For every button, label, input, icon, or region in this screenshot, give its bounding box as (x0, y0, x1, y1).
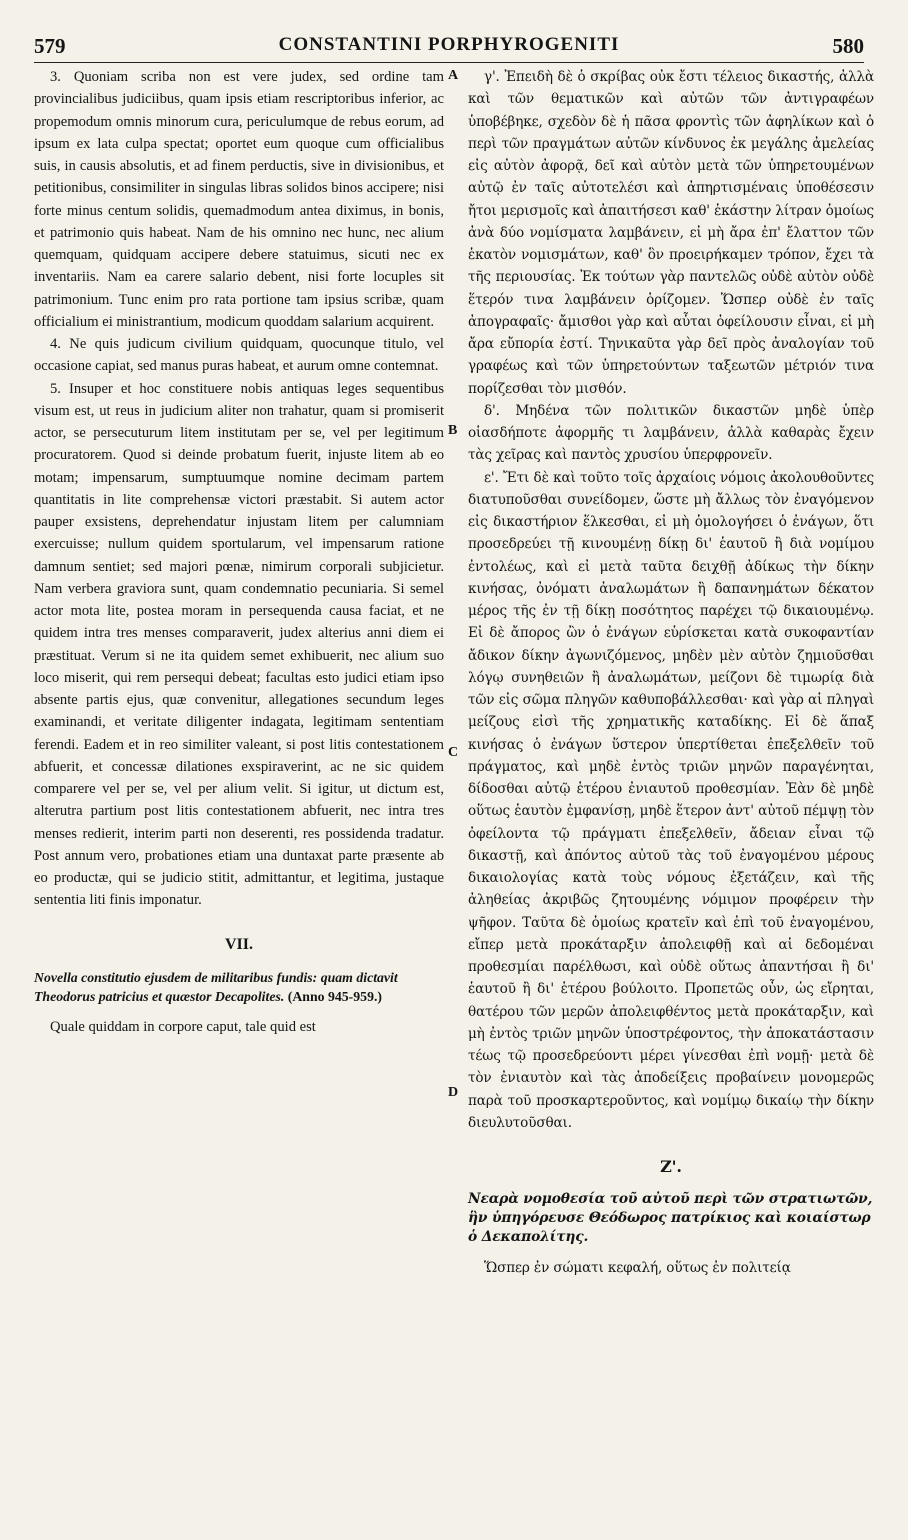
latin-novella-title (34, 968, 444, 1006)
latin-novella-text: Novella constitutio ejusdem de militaribus fundis: quam dictavit Theodorus patricius et quæstor Decapolites. (34, 969, 398, 1004)
greek-paragraph-5: ε'. Ἔτι δὲ καὶ τοῦτο τοῖς ἀρχαίοις νόμοις ἀκολουθοῦντες διατυποῦσθαι συνείδομεν, ὥστε μὴ ἄλλως τὸν ἐναγόμενον εἰς δικαστήριον ἕλκεσθαι, εἰ μὴ ὁμολογήσει ὁ ἐνάγων, ὅτι προσεδρεύει τῇ κινουμένῃ δίκῃ δι' ἑαυτοῦ ἢ διὰ νομίμου ἐντολέως, καὶ εἰ μετὰ ταῦτα δειχθῇ ἀδίκως τὴν δίκην κινήσας, ὀνόματι ἀναλωμάτων ἢ δαπανημάτων δέκατον μέρος τῆς ἐν τῇ δίκῃ ποσότητος παρέχει τῷ δικαιουμένῳ. Εἰ δὲ ἄπορος ὢν ὁ ἐνάγων εὑρίσκεται κατὰ συκοφαντίαν ἄδικον δίκην ἀγωνιζόμενος, μηδὲν μὲν αὐτὸν ζημιοῦσθαι λόγῳ συνηθειῶν ἢ ἀναλωμάτων, μείζονι δὲ τιμωρίᾳ διὰ τῶν εἰς σῶμα πληγῶν καθυποβάλλεσθαι· καὶ γὰρ αἱ πληγαὶ μείζους εἰσὶ τῆς χρηματικῆς καταδίκης. Εἰ δὲ ἅπαξ κινήσας ὁ ἐνάγων ὕστερον ὑπερτίθεται ἐπεξελθεῖν τοῦ πράγματος, καὶ μηδὲ ἐντὸς τριῶν μηνῶν παραγένηται, δίδοσθαι αὐτῷ ἑτέρου ἐνιαυτοῦ προθεσμίαν. Ἐὰν δὲ μηδὲ οὕτως ἑαυτὸν ἐμφανίσῃ, μηδὲ ἕτερον ἀντ' αὐτοῦ πέμψῃ τὸν ὀφείλοντα τῷ πράγματι ἐπεξελθεῖν, ἄδειαν εἶναι τῷ δικαστῇ, καὶ ἀπόντος αὐτοῦ τὰς τοῦ ἐναγομένου μέρους δικαιολογίας κατὰ τοὺς νόμους ἐξετάζειν, καὶ τῆς ἀληθείας ἀκριβῶς ζητουμένης νόμιμον προφέρειν τὴν ψῆφον. Ταῦτα δὲ ὁμοίως κρατεῖν καὶ ἐπὶ τοῦ ἐναγομένου, εἴπερ μετὰ προκάταρξιν ἀπολειφθῇ καὶ αἱ δεδομέναι προθεσμίαι παρέλθωσι, καὶ οὐδὲ οὕτως ἀπαντήσαι ἢ δι' ἑαυτοῦ ἢ δι' ἑτέρου βούλοιτο. Προπετῶς οὖν, ὡς εἴρηται, θατέρου τῶν μερῶν ἀπολειφθέντος μετὰ προκάταρξιν, καὶ μὴ ἐντὸς τριῶν μηνῶν ὑποστρέφοντος, τὴν ἀποκατάστασιν τέως τῷ προσεδρεύοντι μέρει γίνεσθαι ἐπὶ νομῇ· μετὰ δὲ τὸν ἐνιαυτὸν καὶ τὰς ἀποδείξεις προβαίνειν μονομερῶς παρὰ τοῦ προσκαρτεροῦντος, καὶ νομίμῳ δικαίῳ τὴν δίκην διευλυτοῦσθαι. (468, 469, 874, 1131)
header-rule (34, 62, 864, 63)
latin-novella-year: (Anno 945-959.) (287, 988, 383, 1004)
margin-letter-b: B (448, 423, 458, 438)
latin-paragraph-4: 4. Ne quis judicum civilium quidquam, quocunque titulo, vel occasione capiat, sed manus puras habeat, et aurum omne contemnat. (34, 336, 444, 375)
page-number-left: 579 (34, 34, 66, 58)
latin-column (34, 66, 444, 1038)
greek-section-heading: Ζ'. (660, 1157, 682, 1176)
margin-letter-a: A (448, 68, 459, 83)
greek-novella-title: Νεαρὰ νομοθεσία τοῦ αὐτοῦ περὶ τῶν στρατιωτῶν, ἣν ὑπηγόρευσε Θεόδωρος πατρίκιος καὶ κοιαίστωρ ὁ Δεκαπολίτης. (468, 1191, 873, 1246)
running-header (34, 34, 864, 62)
margin-letter-c: C (448, 745, 459, 760)
greek-paragraph-3: γ'. Ἐπειδὴ δὲ ὁ σκρίβας οὐκ ἔστι τέλειος δικαστής, ἀλλὰ καὶ τῶν θεματικῶν καὶ αὐτῶν τῶν ἀντιγραφέων ὑποβέβηκε, σχεδὸν δὲ ἡ πᾶσα φροντὶς τῶν ἀφηλίκων καὶ ὁ περὶ τῶν πραγμάτων αὐτῶν κίνδυνος ἐκ μεγάλης ἀμελείας εἰς αὐτὸν ἀφορᾷ, δεῖ καὶ αὐτὸν μετὰ τῶν ὑπηρετουμένων αὐτῷ ἐν ταῖς αὐτοτελέσι καὶ ἀπηρτισμέναις ὑποθέσεσιν ἤτοι μερισμοῖς καὶ ἀπαιτήσεσι καθ' ἑκάστην λίτραν ὁμοίως ἀνὰ δύο νομίσματα λαμβάνειν, εἰ μὴ ἄρα ἐπ' ἔλαττον τῶν ἑκατὸν νομισμάτων, καθ' ὃν προειρήκαμεν τρόπον, ἔχει τὰ τῆς περιουσίας. Ἐκ τούτων γὰρ παντελῶς οὐδὲ αὐτὸν οὐδὲ ἕτερόν τινα λαμβάνειν ὁρίζομεν. Ὥσπερ οὐδὲ ἐν ταῖς ἀπογραφαῖς· ἄμισθοι γὰρ καὶ αὗται ὀφείλουσιν εἶναι, εἰ μὴ ἄρα εὔπορία ἐστί. Τηνικαῦτα γὰρ δεῖ πρὸς ἀναλογίαν τοῦ γραφέως καὶ τῶν ὑπηρετούντων ταξεωτῶν μέτριόν τινα πορίζεσθαι τὸν μισθόν. (468, 69, 874, 397)
latin-paragraph-5: 5. Insuper et hoc constituere nobis antiquas leges sequentibus visum est, ut reus in judicium aliter non trahatur, quam si promiserit actor, se persecuturum litem institutam per se, vel per legitimum procuratorem. Quod si deinde probatum fuerit, injuste litem ab eo motam; impensarum, sumptuumque nomine decimam partem quantitatis in lite comprehensæ victori præstabit. Si autem actor pauper exsistens, deprehendatur injustam litem per calumniam exercuisse; nullum quidem sportularum, vel impensarum ratione damnum sentiet; sed majori pœnæ, nimirum corporali subjicietur. Nam verbera graviora sunt, quam condemnatio pecuniaria. Si semel actor mota lite, postea moram in persequenda causa faciat, et ne quidem intra tres menses comparaverit, judex alterius anni diem ei præstituat. Verum si ne ita quidem semet exhibuerit, nec alium suo loco miserit, qui rem persequi debeat; facultas esto judici etiam ipso absente partis ejus, quæ convenitur, allegationes secundum leges examinandi, et veritate diligenter indagata, legitimam sententiam ferendi. Eadem et in reo similiter valeant, si post litis contestationem abfuerit, et concessæ dilationes exspiraverint, ac ne sic quidem comparere vel per se, vel per alium velit. Si igitur, ut dictum est, alterutra partium post litis contestationem abfuerit, nec intra tres menses redierit, interim parti non deserenti, res possidenda tradatur. Post annum vero, probationes etiam una duntaxat parte præsente ab eo productæ, qui se judicio stitit, admittantur, et legitima, justaque sententia liti finis imponatur. (34, 380, 444, 909)
page-number-right: 580 (832, 34, 864, 58)
running-title: CONSTANTINI PORPHYROGENITI (278, 34, 620, 55)
greek-column (468, 66, 874, 1280)
latin-section-heading: VII. (224, 935, 253, 953)
latin-paragraph-3: 3. Quoniam scriba non est vere judex, sed ordine tam provincialibus judiciibus, quam ipsis etiam rescriptoribus inferior, ac propemodum omnis minorum cura, periculumque de rebus eorum, ad ipsum ex lata culpa spectat; oportet eum quoque cum officialibus suis, in causis absolutis, et ad finem perductis, sive in divisionibus, et petitionibus, consimiliter in singulas libras solidos binos accipere; nisi forte minus centum solidis, quemadmodum antea diximus, in bonis, et patrimonio quis habeat. Nam de his omnino nec hunc, nec alium quemquam, quidquam accipere debere statuimus, sicuti nec ex inventariis. Nam ea carere salario debent, nisi forte locuples sit patrimonium. Tunc enim pro rata portione tam ipsius scribæ, quam officialium ei ministrantium, modicum quoddam salarium acquirent. (34, 69, 444, 330)
greek-paragraph-4: δ'. Μηδένα τῶν πολιτικῶν δικαστῶν μηδὲ ὑπὲρ οἱασδήποτε ἀφορμῆς τι λαμβάνειν, ἀλλὰ καθαρὰς ἔχειν τὰς χεῖρας καὶ παντὸς χρυσίου ὑπερφρονεῖν. (468, 402, 874, 464)
greek-last-line: Ὥσπερ ἐν σώματι κεφαλή, οὕτως ἐν πολιτείᾳ (484, 1260, 791, 1277)
margin-letter-d: D (448, 1085, 459, 1100)
latin-last-line: Quale quiddam in corpore caput, tale quid est (50, 1018, 316, 1035)
